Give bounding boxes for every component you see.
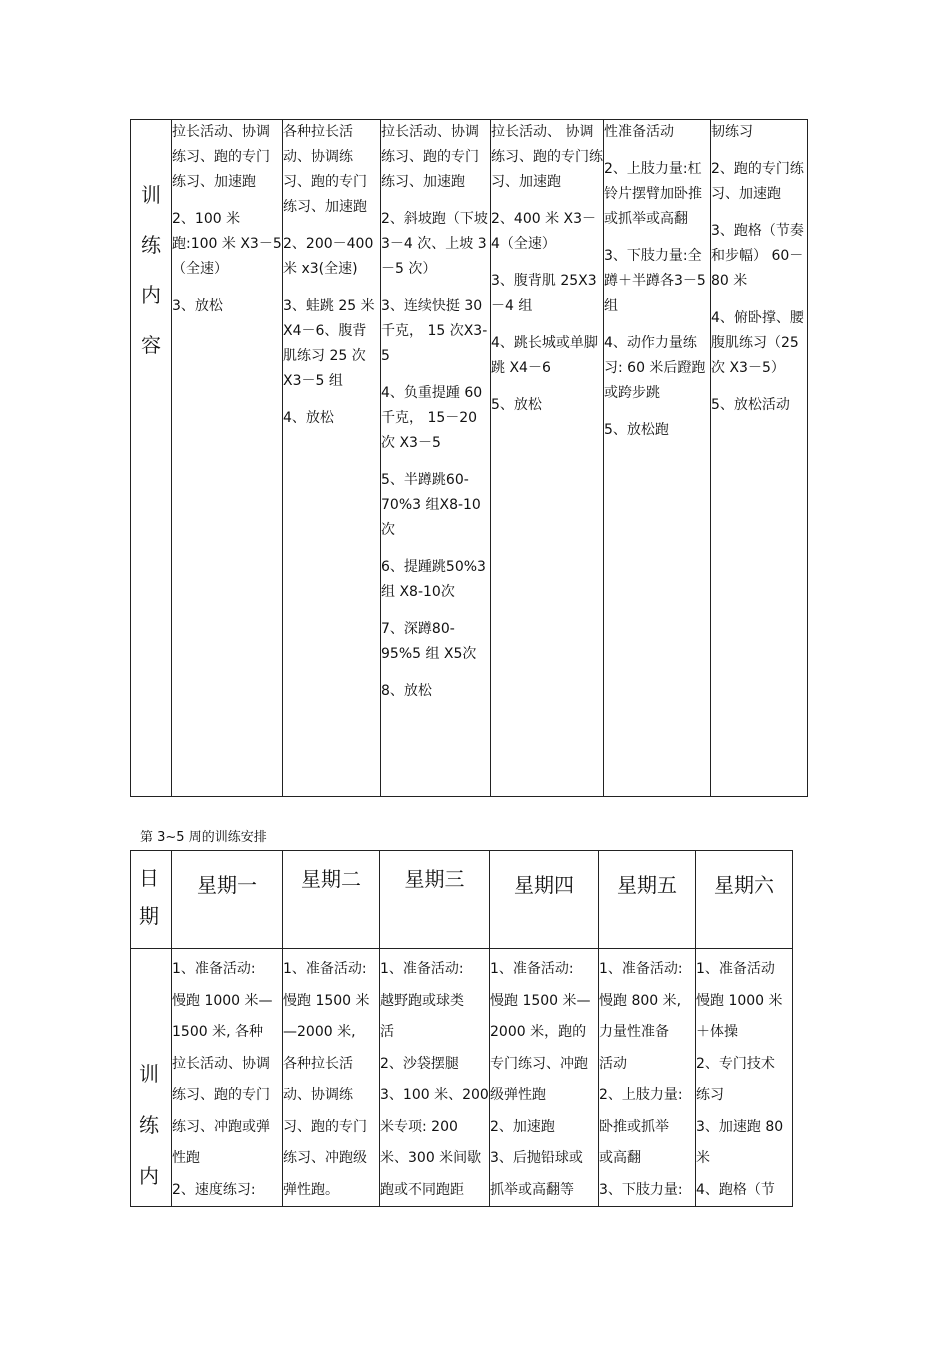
cell-text: 4、俯卧撑、腰腹肌练习（25 次 X3－5） [711, 310, 804, 376]
cell-text: 3、蛙跳 25 米X4－6、腹背肌练习 25 次X3－5 组 [283, 298, 375, 389]
cell-text: 4、跳长城或单脚跳 X4－6 [491, 335, 598, 376]
cell-text: 专门练习、冲跑 [490, 1055, 588, 1072]
cell-text: ＋体操 [696, 1024, 738, 1040]
table-row [131, 120, 808, 797]
cell-text: 3、放松 [172, 298, 223, 314]
cell-text: 动、协调练 [283, 1087, 353, 1103]
cell-text: 练习、冲跑级 [283, 1150, 367, 1166]
day-header-thursday: 星期四 [490, 851, 599, 949]
cell-text: 2、斜坡跑（下坡 3－4 次、上坡 3－5 次） [381, 211, 488, 277]
cell-text: 5、半蹲跳60-70%3 组X8-10 次 [381, 472, 481, 538]
cell-text: 3、加速跑 80 [696, 1118, 784, 1135]
row-label-char: 内 [139, 1164, 159, 1188]
cell-text: 1、准备活动 [696, 961, 775, 977]
cell-text: 拉长活动、 协调练习、跑的专门练习、加速跑 [491, 124, 603, 190]
row-label-training-content [131, 120, 172, 797]
cell-text: 习、跑的专门 [283, 1118, 367, 1135]
cell-text: 各种拉长活 [283, 1055, 353, 1072]
day-header-wednesday: 星期三 [380, 851, 490, 949]
row-label-char: 训 [141, 183, 161, 207]
table-cell [172, 949, 283, 1207]
cell-text: 2、200－400 米 x3(全速) [283, 236, 374, 277]
training-table-2 [130, 850, 793, 1207]
cell-text: 慢跑 1500 米— [490, 992, 591, 1009]
row-label-char: 练 [141, 233, 161, 257]
cell-text: 2、专门技术 [696, 1055, 775, 1072]
cell-text: 3、跑格（节奏和步幅） 60－80 米 [711, 223, 804, 289]
date-header [131, 851, 172, 949]
table-cell [491, 120, 604, 797]
cell-text: 1500 米, 各种 [172, 1024, 263, 1040]
cell-text: 2、上肢力量:杠铃片摆臂加卧推或抓举或高翻 [604, 161, 702, 227]
cell-text: 拉长活动、协调练习、跑的专门练习、加速跑 [381, 124, 479, 190]
cell-text: 3、腹背肌 25X3－4 组 [491, 273, 597, 314]
cell-text: 5、放松 [491, 397, 542, 413]
cell-text: 4、负重提踵 60千克， 15－20次 X3－5 [381, 385, 483, 451]
cell-text: 越野跑或球类 [380, 992, 464, 1009]
day-header-monday: 星期一 [172, 851, 283, 949]
cell-text: 2、跑的专门练习、加速跑 [711, 161, 804, 202]
cell-text: 或高翻 [599, 1150, 641, 1166]
header-row [131, 851, 793, 949]
cell-text: 拉长活动、协调 [172, 1055, 270, 1072]
cell-text: 2、400 米 X3－4（全速） [491, 211, 597, 252]
cell-text: 8、放松 [381, 683, 432, 699]
table-cell [490, 949, 599, 1207]
cell-text: 2、100 米跑:100 米 X3－5（全速） [172, 211, 282, 277]
table-cell [172, 120, 283, 797]
cell-text: 3、下肢力量: [599, 1181, 683, 1198]
cell-text: 4、动作力量练习: 60 米后蹬跑或跨步跳 [604, 335, 706, 401]
table-caption: 第 3~5 周的训练安排 [140, 830, 267, 845]
cell-text: 力量性准备 [599, 1024, 669, 1040]
cell-text: 性准备活动 [604, 124, 674, 140]
table-cell [696, 949, 793, 1207]
cell-text: 3、下肢力量:全蹲＋半蹲各3－5 组 [604, 248, 706, 314]
day-header-saturday: 星期六 [696, 851, 793, 949]
date-header-char: 期 [139, 904, 159, 928]
training-table-1 [130, 119, 808, 797]
cell-text: 米专项: 200 [380, 1118, 458, 1135]
cell-text: 米、300 米间歇 [380, 1150, 482, 1166]
cell-text: 练习、冲跑或弹 [172, 1118, 270, 1135]
cell-text: 1、准备活动: [283, 961, 367, 977]
cell-text: 活动 [599, 1055, 627, 1072]
cell-text: 跑或不同跑距 [380, 1181, 464, 1198]
cell-text: 3、连续快挺 30千克， 15 次X3-5 [381, 298, 488, 364]
day-header-tuesday: 星期二 [283, 851, 380, 949]
cell-text: 各种拉长活动、协调练习、跑的专门练习、加速跑 [283, 124, 367, 215]
cell-text: 慢跑 1500 米 [283, 992, 370, 1009]
table-cell [283, 120, 381, 797]
table-cell [283, 949, 380, 1207]
cell-text: 慢跑 1000 米 [696, 992, 783, 1009]
cell-text: 1、准备活动: [599, 961, 683, 977]
cell-text: 5、放松活动 [711, 397, 790, 413]
cell-text: 4、放松 [283, 410, 334, 426]
cell-text: 1、准备活动: [490, 961, 574, 977]
row-label-char: 训 [139, 1062, 159, 1086]
date-header-char: 日 [139, 866, 159, 890]
cell-text: 5、放松跑 [604, 422, 669, 438]
cell-text: 练习、跑的专门 [172, 1087, 270, 1103]
row-label-training-content [131, 949, 172, 1207]
table-cell [380, 949, 490, 1207]
table-cell [599, 949, 696, 1207]
cell-text: 1、准备活动: [172, 961, 256, 977]
cell-text: —2000 米, [283, 1024, 356, 1040]
cell-text: 2000 米，跑的 [490, 1024, 587, 1040]
cell-text: 米 [696, 1150, 710, 1166]
table-row [131, 949, 793, 1207]
cell-text: 2、沙袋摆腿 [380, 1055, 459, 1072]
cell-text: 1、准备活动: [380, 961, 464, 977]
cell-text: 4、跑格（节 [696, 1181, 775, 1198]
row-label-char: 容 [141, 333, 161, 357]
cell-text: 慢跑 800 米, [599, 992, 682, 1009]
cell-text: 活 [380, 1024, 394, 1040]
cell-text: 3、后抛铅球或 [490, 1150, 583, 1166]
day-header-friday: 星期五 [599, 851, 696, 949]
row-label-char: 内 [141, 283, 161, 307]
cell-text: 2、速度练习: [172, 1181, 256, 1198]
cell-text: 3、100 米、200 [380, 1087, 489, 1103]
cell-text: 慢跑 1000 米— [172, 992, 273, 1009]
table-cell [711, 120, 808, 797]
cell-text: 性跑 [172, 1150, 200, 1166]
cell-text: 练习 [696, 1087, 724, 1103]
table-cell [381, 120, 491, 797]
row-label-char: 练 [139, 1113, 159, 1137]
cell-text: 拉长活动、协调练习、跑的专门练习、加速跑 [172, 124, 270, 190]
table-cell [604, 120, 711, 797]
cell-text: 6、提踵跳50%3 组 X8-10次 [381, 559, 486, 600]
cell-text: 弹性跑。 [283, 1181, 339, 1198]
cell-text: 7、深蹲80-95%5 组 X5次 [381, 621, 477, 662]
cell-text: 抓举或高翻等 [490, 1181, 574, 1198]
cell-text: 级弹性跑 [490, 1087, 546, 1103]
cell-text: 卧推或抓举 [599, 1118, 669, 1135]
cell-text: 韧练习 [711, 124, 753, 140]
cell-text: 2、上肢力量: [599, 1087, 683, 1103]
cell-text: 2、加速跑 [490, 1118, 555, 1135]
